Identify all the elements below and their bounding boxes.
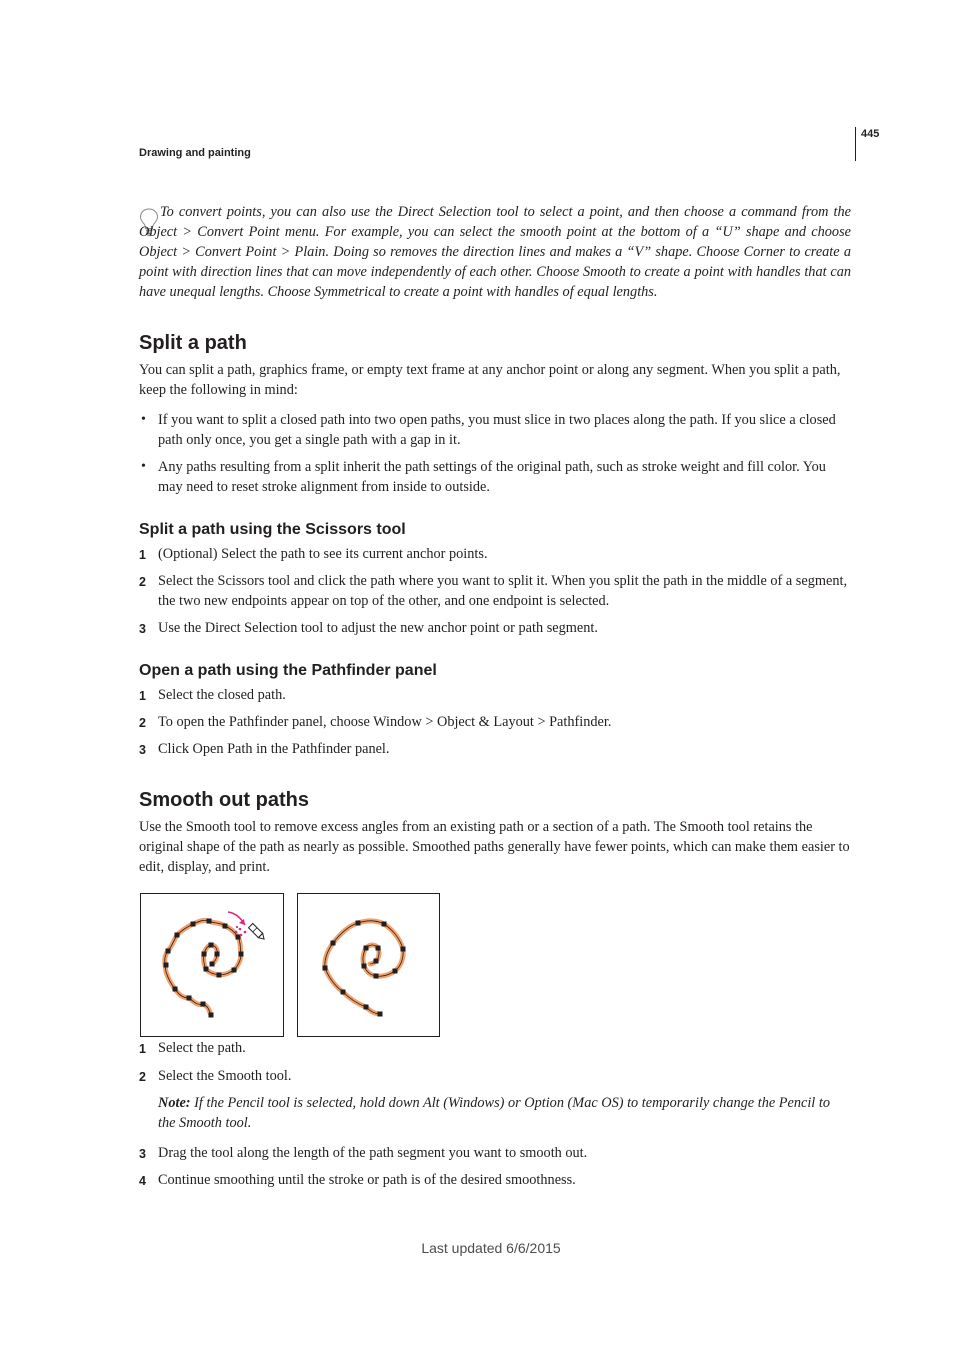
note: [158, 1093, 848, 1133]
step-text: Use the Direct Selection tool to adjust the new anchor point or path segment.: [158, 620, 598, 636]
figure-spiral-before: [140, 893, 284, 1037]
smooth-tool-icon: [228, 912, 266, 941]
header-divider: [855, 127, 856, 161]
smooth-intro: Use the Smooth tool to remove excess angles from an existing path or a section of a path. The Smooth tool retains the original shape of the path as nearly as possible. Smoothed paths generally have fewer points, which can make them easier to edit, display, and print.: [139, 819, 850, 875]
heading-smooth-out-paths: Smooth out paths: [139, 789, 309, 811]
step-text: Drag the tool along the length of the path segment you want to smooth out.: [158, 1145, 588, 1161]
step-number: 3: [139, 622, 146, 636]
step-text: Select the closed path.: [158, 687, 286, 703]
step-number: 2: [139, 575, 146, 589]
step-text: Select the Smooth tool.: [158, 1068, 292, 1084]
step-number: 3: [139, 743, 146, 757]
step-number: 3: [139, 1147, 146, 1161]
bullet-text: If you want to split a closed path into two open paths, you must slice in two places along the path. If you slice a closed path only once, you get a single path with a gap in it.: [158, 412, 836, 448]
heading-pathfinder-panel: Open a path using the Pathfinder panel: [139, 662, 437, 679]
page-number: 445: [861, 128, 880, 140]
footer: [0, 1240, 954, 1256]
spiral-before-graphic: [141, 894, 283, 1036]
step-text: To open the Pathfinder panel, choose Window > Object & Layout > Pathfinder.: [158, 714, 612, 730]
step-number: 4: [139, 1174, 146, 1188]
heading-scissors-tool: Split a path using the Scissors tool: [139, 521, 406, 538]
tip-text: To convert points, you can also use the Direct Selection tool to select a point, and then choose a command from the Object > Convert Point menu. For example, you can select the smooth point at the bottom of a “U” shape and choose Object > Convert Point > Plain. Doing so removes the direction lines and makes a “V” shape. Choose Corner to create a point with direction lines that can move independently of each other. Choose Smooth to create a point with handles that can have unequal lengths. Choose Symmetrical to create a point with handles of equal lengths.: [139, 204, 851, 300]
running-header: Drawing and painting: [139, 147, 251, 159]
footer-last-updated: Last updated 6/6/2015: [421, 1240, 561, 1256]
step-text: Select the Scissors tool and click the path where you want to split it. When you split the path in the middle of a segment, the two new endpoints appear on top of the other, and one endpoint is selected.: [158, 573, 848, 609]
step-text: (Optional) Select the path to see its current anchor points.: [158, 546, 488, 562]
figure-spiral-after: [297, 893, 440, 1037]
step-text: Select the path.: [158, 1040, 246, 1056]
bullet-marker: •: [141, 412, 146, 427]
step-text: Continue smoothing until the stroke or path is of the desired smoothness.: [158, 1172, 576, 1188]
step-text: Click Open Path in the Pathfinder panel.: [158, 741, 390, 757]
note-text: If the Pencil tool is selected, hold down Alt (Windows) or Option (Mac OS) to temporarily change the Pencil to the Smooth tool.: [158, 1095, 830, 1131]
bullet-marker: •: [141, 459, 146, 474]
split-path-intro: You can split a path, graphics frame, or empty text frame at any anchor point or along any segment. When you split a path, keep the following in mind:: [139, 362, 841, 398]
note-label: Note:: [158, 1095, 191, 1111]
step-number: 1: [139, 689, 146, 703]
bullet-text: Any paths resulting from a split inherit the path settings of the original path, such as stroke weight and fill color. You may need to reset stroke alignment from inside to outside.: [158, 459, 826, 495]
spiral-after-graphic: [298, 894, 439, 1036]
heading-split-a-path: Split a path: [139, 332, 247, 354]
step-number: 1: [139, 1042, 146, 1056]
step-number: 2: [139, 716, 146, 730]
step-number: 1: [139, 548, 146, 562]
step-number: 2: [139, 1070, 146, 1084]
